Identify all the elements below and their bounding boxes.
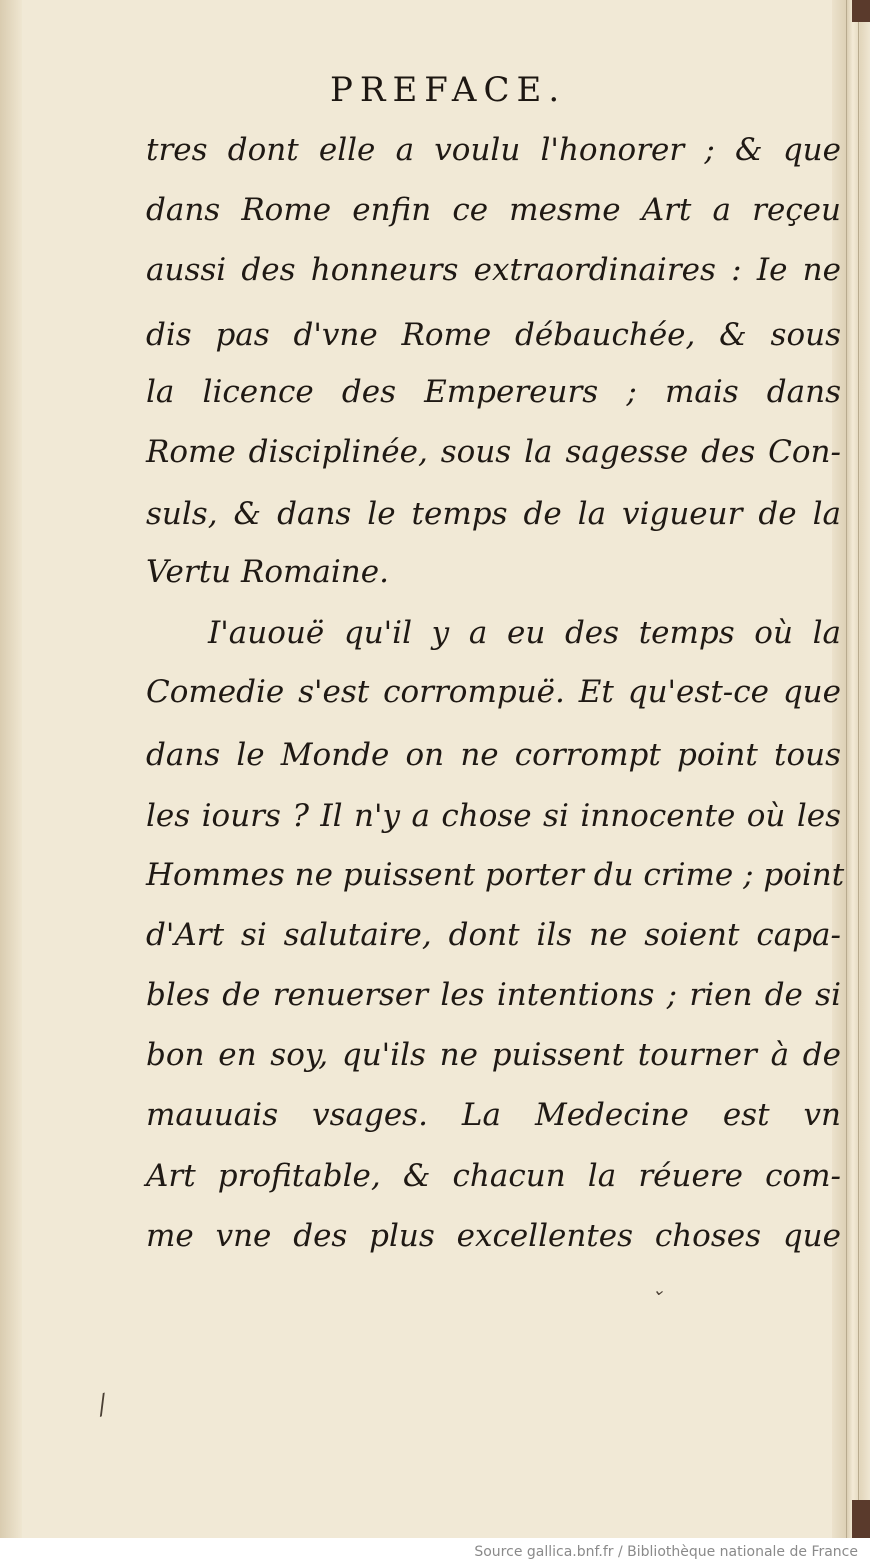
text-line: la licence des Empereurs ; mais dans: [146, 374, 841, 410]
source-credit: Source gallica.bnf.fr / Bibliothèque nationale de France: [0, 1538, 858, 1566]
text-line: Comedie s'est corrompuë. Et qu'est-ce que: [146, 674, 841, 710]
text-line: Art profitable, & chacun la réuere com-: [146, 1158, 841, 1194]
text-line: Rome disciplinée, sous la sagesse des Con-: [146, 434, 841, 470]
paragraph-start-line: I'auouë qu'il y a eu des temps où la: [208, 615, 841, 651]
ink-mark: /: [93, 1389, 112, 1421]
text-line: bles de renuerser les intentions ; rien de si: [146, 977, 841, 1013]
binding-top-mark: [852, 0, 870, 22]
text-line: dis pas d'vne Rome débauchée, & sous: [146, 317, 841, 353]
page-left-shadow: [0, 0, 22, 1538]
text-line: dans Rome enfin ce mesme Art a reçeu: [146, 192, 841, 228]
text-line: Vertu Romaine.: [146, 554, 389, 590]
binding-bottom-mark: [852, 1500, 870, 1538]
text-line: bon en soy, qu'ils ne puissent tourner à de: [146, 1037, 841, 1073]
text-line: me vne des plus excellentes choses que: [146, 1218, 841, 1254]
text-line: tres dont elle a voulu l'honorer ; & que: [146, 132, 841, 168]
text-line: d'Art si salutaire, dont ils ne soient capa-: [146, 917, 841, 953]
page-edge-line: [846, 0, 847, 1538]
text-line: dans le Monde on ne corrompt point tous: [146, 737, 841, 773]
text-line: aussi des honneurs extraordinaires : Ie ne: [146, 252, 841, 288]
text-line: suls, & dans le temps de la vigueur de la: [146, 496, 841, 532]
ink-mark: ⌄: [652, 1280, 666, 1299]
text-line: les iours ? Il n'y a chose si innocente où les: [146, 798, 841, 834]
text-line: mauuais vsages. La Medecine est vn: [146, 1097, 841, 1133]
text-line: Hommes ne puissent porter du crime ; point: [146, 857, 845, 893]
page-heading: PREFACE.: [330, 70, 567, 110]
page-edge-line: [858, 0, 859, 1538]
